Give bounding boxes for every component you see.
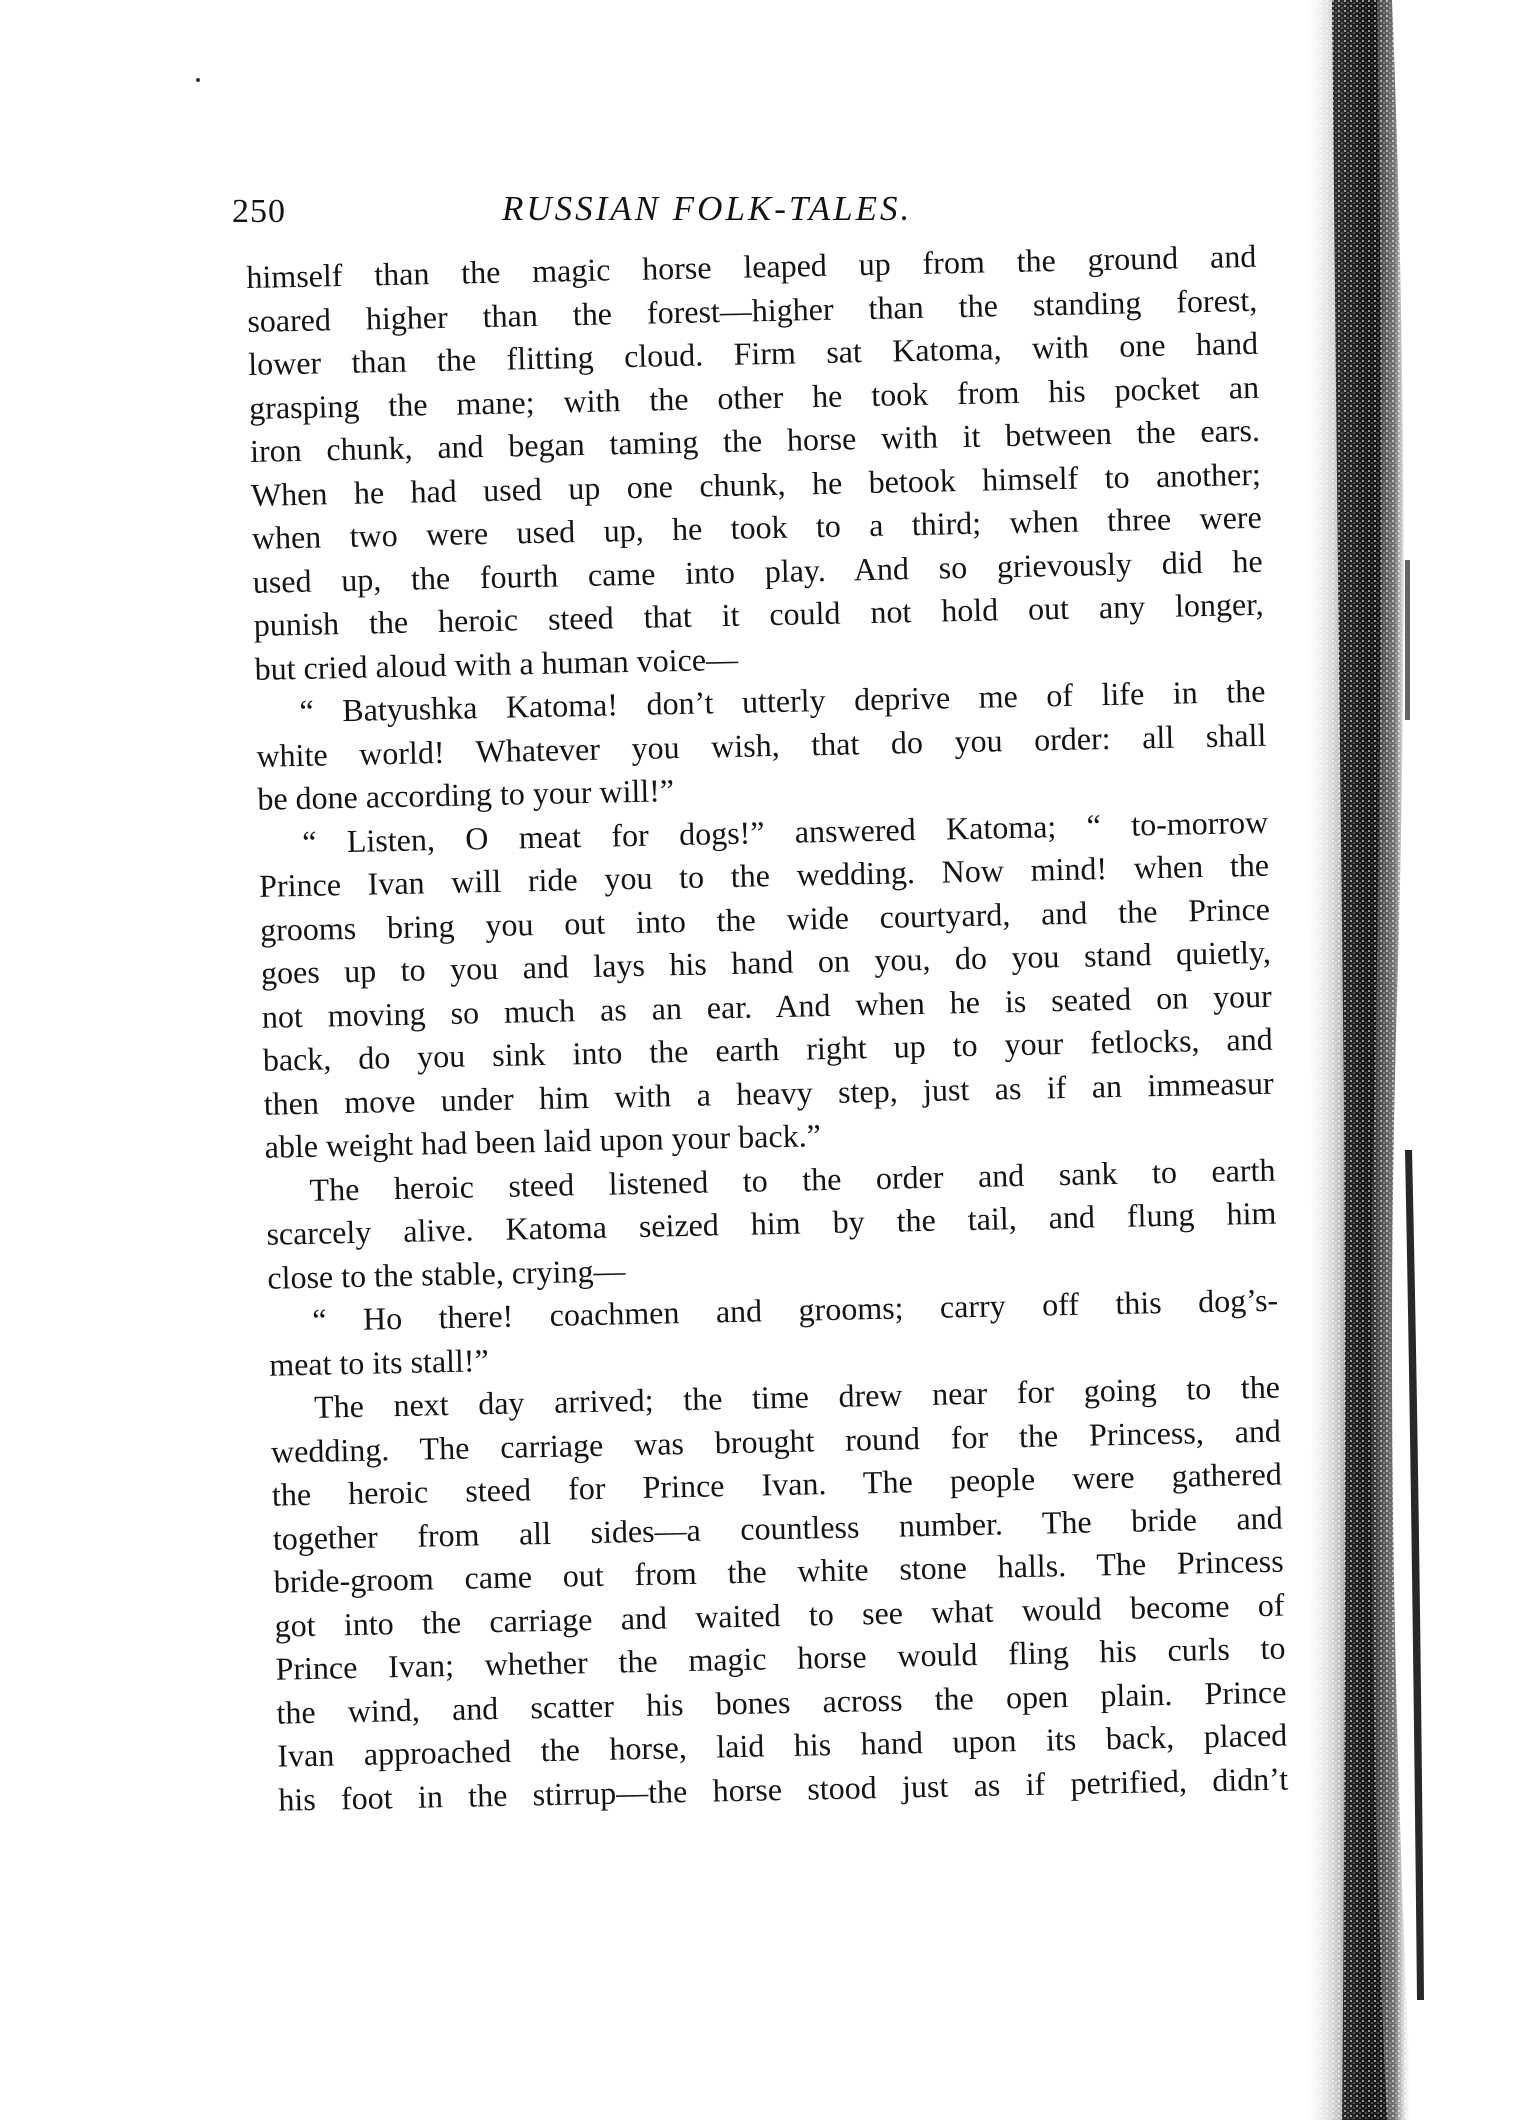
text-line: soared higher than the forest—higher than the standing forest, <box>246 281 1258 339</box>
text-line: the heroic steed for Prince Ivan. The people were gathered <box>271 1455 1283 1513</box>
text-line: goes up to you and lays his hand on you, do you stand quietly, <box>260 933 1272 991</box>
text-line: scarcely alive. Katoma seized him by the tail, and flung him <box>266 1194 1277 1252</box>
text-line: white world! Whatever you wish, that do you order: all shall <box>256 716 1267 774</box>
text-line: punish the heroic steed that it could not hold out any longer, <box>253 585 1264 643</box>
text-line: be done according to your will!” <box>256 772 675 817</box>
text-line: grasping the mane; with the other he took from his pocket an <box>248 368 1260 426</box>
text-line: the wind, and scatter his bones across the open plain. Prince <box>276 1673 1287 1731</box>
text-line: himself than the magic horse leaped up from the ground and <box>246 237 1257 295</box>
body-text <box>246 235 1289 1822</box>
text-line: grooms bring you out into the wide courtyard, and the Prince <box>259 890 1271 948</box>
ink-speck <box>196 78 200 82</box>
text-line: back, do you sink into the earth right up to your fetlocks, and <box>262 1020 1273 1078</box>
text-line: When he had used up one chunk, he betook himself to another; <box>250 455 1262 513</box>
binding-shadow <box>1272 0 1527 2120</box>
text-line: got into the carriage and waited to see what would become of <box>274 1586 1285 1644</box>
text-line: Ivan approached the horse, laid his hand upon its back, placed <box>277 1716 1288 1774</box>
text-line: lower than the flitting cloud. Firm sat Katoma, with one hand <box>247 324 1259 382</box>
text-line: bride-groom came out from the white stone halls. The Princess <box>273 1542 1284 1600</box>
text-line: Prince Ivan; whether the magic horse would fling his curls to <box>275 1629 1286 1687</box>
text-line: meat to its stall!” <box>268 1341 490 1383</box>
text-line: The heroic steed listened to the order and sank to earth <box>309 1151 1276 1208</box>
text-line: close to the stable, crying— <box>267 1251 626 1296</box>
text-line: his foot in the stirrup—the horse stood just as if petrified, didn’t <box>277 1760 1289 1818</box>
running-title: RUSSIAN FOLK-TALES. <box>502 189 913 228</box>
text-line: used up, the fourth came into play. And so grievously did he <box>252 542 1263 600</box>
text-line: able weight had been laid upon your back.” <box>264 1117 822 1165</box>
text-line: wedding. The carriage was brought round for the Princess, and <box>270 1412 1282 1470</box>
text-line: The next day arrived; the time drew near for going to the <box>313 1368 1281 1425</box>
text-line: iron chunk, and began taming the horse with it between the ears. <box>249 411 1261 469</box>
text-line: together from all sides—a countless number. The bride and <box>272 1499 1284 1557</box>
text-line: “ Batyushka Katoma! don’t utterly deprive me of life in the <box>299 672 1266 729</box>
text-line: not moving so much as an ear. And when he is seated on your <box>261 977 1273 1035</box>
text-line: then move under him with a heavy step, just as if an immeasur <box>263 1064 1274 1122</box>
text-line: Prince Ivan will ride you to the wedding. Now mind! when the <box>258 846 1270 904</box>
text-line: but cried aloud with a human voice— <box>254 640 739 687</box>
text-line: “ Listen, O meat for dogs!” answered Katoma; “ to-morrow <box>301 803 1269 860</box>
text-line: when two were used up, he took to a third; when three were <box>251 498 1263 556</box>
text-line: “ Ho there! coachmen and grooms; carry off this dog’s- <box>311 1281 1279 1338</box>
page-number: 250 <box>232 193 286 230</box>
running-head <box>232 185 1252 235</box>
